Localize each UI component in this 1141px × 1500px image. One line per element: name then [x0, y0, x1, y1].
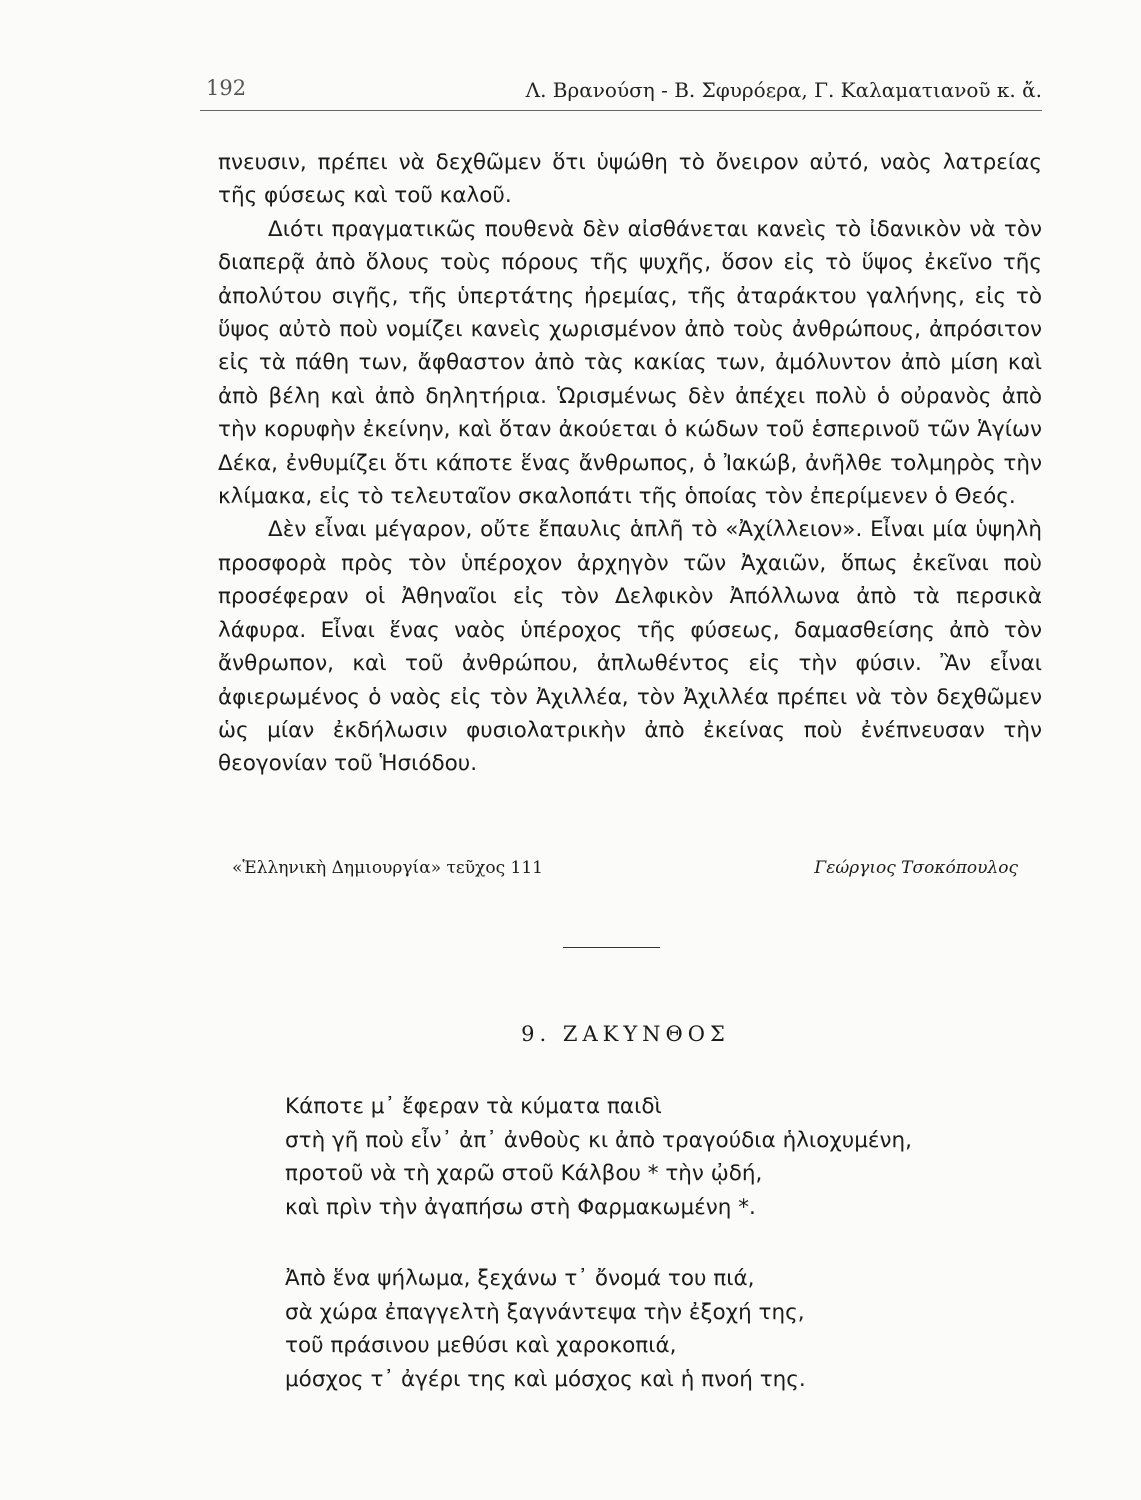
poem-line: σὰ χώρα ἐπαγγελτὴ ξαγνάντεψα τὴν ἐξοχή της, — [285, 1299, 805, 1325]
citation-line — [232, 858, 1018, 888]
prose-body — [218, 146, 1042, 781]
poem-stanza — [285, 1090, 1045, 1224]
stanza-gap — [285, 1224, 1045, 1262]
poem-line: προτοῦ νὰ τὴ χαρῶ στοῦ Κάλβου * τὴν ᾠδή, — [285, 1161, 763, 1186]
header-rule — [200, 110, 1042, 111]
author-name: Γεώργιος Τσοκόπουλος — [814, 858, 1018, 878]
page-number: 192 — [206, 76, 247, 100]
paragraph: πνευσιν, πρέπει νὰ δεχθῶμεν ὅτι ὑψώθη τὸ ὄνειρον αὐτό, ναὸς λατρείας τῆς φύσεως καὶ τοῦ καλοῦ. — [218, 150, 1042, 209]
poem-stanza — [285, 1262, 1045, 1396]
source-citation: «Ἑλληνικὴ Δημιουργία» τεῦχος 111 — [232, 858, 543, 878]
poem-body — [285, 1090, 1045, 1396]
poem-line: Ἀπὸ ἕνα ψήλωμα, ξεχάνω τ᾽ ὄνομά του πιά, — [285, 1266, 755, 1291]
poem-title: 9. ΖΑΚΥΝΘΟΣ — [521, 1022, 730, 1046]
poem-line: στὴ γῆ ποὺ εἶν᾽ ἀπ᾽ ἀνθοὺς κι ἀπὸ τραγούδια ἡλιοχυμένη, — [285, 1127, 912, 1153]
section-separator — [563, 947, 660, 948]
poem-line: Κάποτε μ᾽ ἔφεραν τὰ κύματα παιδὶ — [285, 1094, 662, 1119]
poem-line: τοῦ πράσινου μεθύσι καὶ χαροκοπιά, — [285, 1333, 677, 1358]
paragraph: Δὲν εἶναι μέγαρον, οὔτε ἔπαυλις ἁπλῆ τὸ «Ἀχίλλειον». Εἶναι μία ὑψηλὴ προσφορὰ πρὸς τὸν ὑπέροχον ἀρχηγὸν τῶν Ἀχαιῶν, ὅπως ἐκεῖναι ποὺ προσέφεραν οἱ Ἀθηναῖοι εἰς τὸν Δελφικὸν Ἀπόλλωνα ἀπὸ τὰ περσικὰ λάφυρα. Εἶναι ἕνας ναὸς ὑπέροχος τῆς φύσεως, δαμασθείσης ἀπὸ τὸν ἄνθρωπον, καὶ τοῦ ἀνθρώπου, ἀπλωθέντος εἰς τὴν φύσιν. Ἂν εἶναι ἀφιερωμένος ὁ ναὸς εἰς τὸν Ἀχιλλέα, τὸν Ἀχιλλέα πρέπει νὰ τὸν δεχθῶμεν ὡς μίαν ἐκδήλωσιν φυσιολατρικὴν ἀπὸ ἐκείνας ποὺ ἐνέπνευσαν τὴν θεογονίαν τοῦ Ἡσιόδου. — [218, 517, 1042, 777]
poem-line: καὶ πρὶν τὴν ἀγαπήσω στὴ Φαρμακωμένη *. — [285, 1194, 756, 1220]
running-title: Λ. Βρανούση - Β. Σφυρόερα, Γ. Καλαματιανοῦ κ. ἄ. — [525, 78, 1042, 102]
poem-line: μόσχος τ᾽ ἀγέρι της καὶ μόσχος καὶ ἡ πνοή της. — [285, 1366, 806, 1392]
page-header — [200, 70, 1042, 110]
paragraph: Διότι πραγματικῶς πουθενὰ δὲν αἰσθάνεται κανεὶς τὸ ἰδανικὸν νὰ τὸν διαπερᾷ ἀπὸ ὅλους τοὺς πόρους τῆς ψυχῆς, ὅσον εἰς τὸ ὕψος ἐκεῖνο τῆς ἀπολύτου σιγῆς, τῆς ὑπερτάτης ἠρεμίας, τῆς ἀταράκτου γαλήνης, εἰς τὸ ὕψος αὐτὸ ποὺ νομίζει κανεὶς χωρισμένον ἀπὸ τοὺς ἀνθρώπους, ἀπρόσιτον εἰς τὰ πάθη των, ἄφθαστον ἀπὸ τὰς κακίας των, ἀμόλυντον ἀπὸ μίση καὶ ἀπὸ βέλη καὶ ἀπὸ δηλητήρια. Ὡρισμένως δὲν ἀπέχει πολὺ ὁ οὐρανὸς ἀπὸ τὴν κορυφὴν ἐκείνην, καὶ ὅταν ἀκούεται ὁ κώδων τοῦ ἑσπερινοῦ τῶν Ἁγίων Δέκα, ἐνθυμίζει ὅτι κάποτε ἕνας ἄνθρωπος, ὁ Ἰακώβ, ἀνῆλθε τολμηρὸς τὴν κλίμακα, εἰς τὸ τελευταῖον σκαλοπάτι τῆς ὁποίας τὸν ἐπερίμενεν ὁ Θεός. — [218, 216, 1042, 510]
